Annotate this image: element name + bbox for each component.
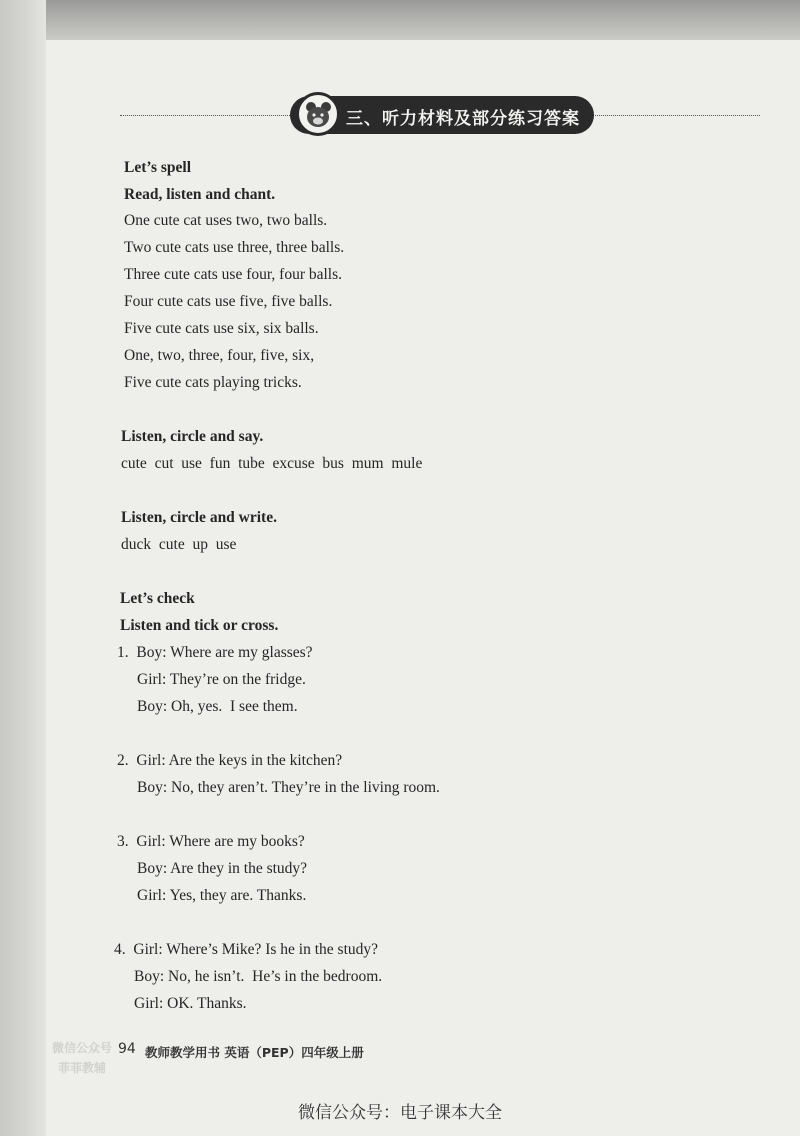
watermark-line: 菲菲教辅 — [57, 1061, 106, 1075]
exercise-title-tick-cross: Listen and tick or cross. — [120, 617, 279, 634]
chant-line: Five cute cats playing tricks. — [124, 374, 302, 391]
word-list: duck cute up use — [121, 536, 237, 553]
dialogue-line: Boy: Are they in the study? — [137, 860, 308, 877]
page-number: 94 — [118, 1041, 136, 1057]
bear-mascot-icon — [296, 92, 340, 136]
chant-line: Five cute cats use six, six balls. — [124, 320, 319, 337]
exercise-title-circle-say: Listen, circle and say. — [121, 428, 264, 445]
word-list: cute cut use fun tube excuse bus mum mule — [121, 455, 423, 472]
dialogue-line: Boy: No, they aren’t. They’re in the living room. — [137, 779, 440, 796]
dialogue-line: 3. Girl: Where are my books? — [117, 833, 305, 850]
exercise-title-read-listen-chant: Read, listen and chant. — [124, 186, 276, 203]
section-header-title: 三、听力材料及部分练习答案 — [346, 109, 580, 129]
dialogue-line: 1. Boy: Where are my glasses? — [117, 644, 313, 661]
chant-line: Three cute cats use four, four balls. — [124, 266, 343, 283]
chant-line: Two cute cats use three, three balls. — [124, 239, 345, 256]
chant-line: Four cute cats use five, five balls. — [124, 293, 333, 310]
dialogue-line: Boy: No, he isn’t. He’s in the bedroom. — [134, 968, 383, 985]
dialogue-line: 2. Girl: Are the keys in the kitchen? — [117, 752, 343, 769]
section-title-lets-check: Let’s check — [120, 590, 195, 607]
dialogue-line: Boy: Oh, yes. I see them. — [137, 698, 298, 715]
section-title-lets-spell: Let’s spell — [124, 159, 192, 176]
bottom-watermark: 微信公众号：电子课本大全 — [298, 1103, 502, 1123]
dialogue-line: 4. Girl: Where’s Mike? Is he in the study? — [114, 941, 379, 958]
dialogue-line: Girl: OK. Thanks. — [134, 995, 247, 1012]
watermark-line: 微信公众号 — [51, 1041, 112, 1055]
corner-watermark — [40, 1038, 124, 1084]
chant-line: One cute cat uses two, two balls. — [124, 212, 328, 229]
dialogue-line: Girl: They’re on the fridge. — [137, 671, 306, 688]
chant-line: One, two, three, four, five, six, — [124, 347, 315, 364]
dialogue-line: Girl: Yes, they are. Thanks. — [137, 887, 307, 904]
book-title: 教师教学用书 英语（PEP）四年级上册 — [145, 1045, 364, 1060]
exercise-title-circle-write: Listen, circle and write. — [121, 509, 277, 526]
page-stack-edge — [0, 0, 46, 1136]
